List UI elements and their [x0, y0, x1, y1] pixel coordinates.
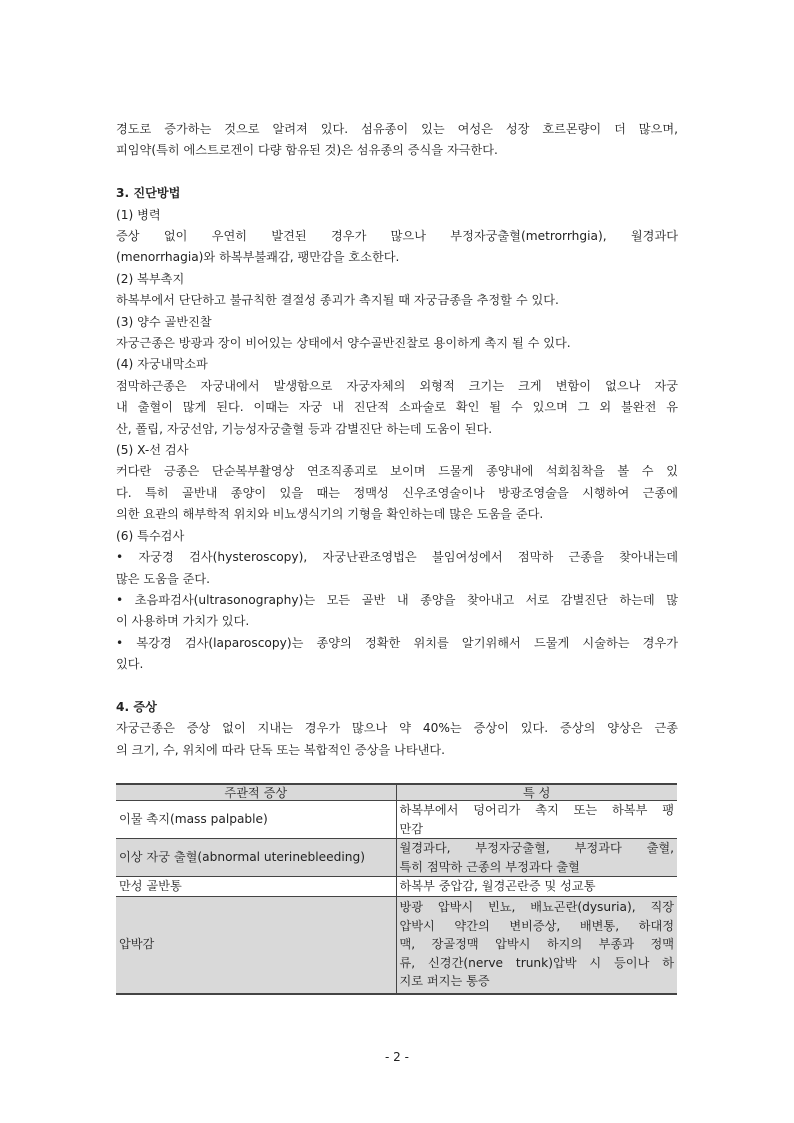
paragraph-line: 점막하근종은 자궁내에서 발생함으로 자궁자체의 외형적 크기는 크게 변함이 없으나 자궁	[116, 378, 678, 393]
section-4-heading: 4. 증상	[116, 699, 157, 714]
subsection-3-title: (3) 양수 골반진찰	[116, 314, 212, 329]
table-row	[116, 801, 677, 839]
paragraph-line: 산, 폴립, 자궁선암, 기능성자궁출혈 등과 감별진단 하는데 도움이 된다.	[116, 421, 493, 436]
paragraph-line: 자궁근종은 방광과 장이 비어있는 상태에서 양수골반진찰로 용이하게 촉지 될 수 있다.	[116, 336, 571, 351]
table-header-row	[116, 784, 677, 801]
paragraph-line: (menorrhagia)와 하복부불쾌감, 팽만감을 호소한다.	[116, 250, 400, 265]
intro-line-1: 경도로 증가하는 것으로 알려져 있다. 섬유종이 있는 여성은 성장 호르몬량이 더 많으며,	[116, 122, 678, 136]
bullet-line: • 자궁경 검사(hysteroscopy), 자궁난관조영법은 불임여성에서 점막하 근종을 찾아내는데	[116, 550, 678, 565]
document-body	[116, 119, 678, 761]
table-cell: 만성 골반통	[116, 877, 396, 897]
subsection-6-title: (6) 특수검사	[116, 528, 185, 543]
table-cell: 이상 자궁 출혈(abnormal uterinebleeding)	[116, 839, 396, 877]
paragraph-line: 의 크기, 수, 위치에 따라 단독 또는 복합적인 증상을 나타낸다.	[116, 742, 446, 757]
header-subjective-symptom: 주관적 증상	[116, 784, 396, 801]
table-cell: 방광 압박시 빈뇨, 배뇨곤란(dysuria), 직장 압박시 약간의 변비증상, 배변통, 하대정 맥, 장골정맥 압박시 하지의 부종과 정맥 류, 신경간(nerve trunk)압박 시 등이나 하 지로 퍼지는 통증	[396, 896, 677, 994]
paragraph-line: 내 출혈이 많게 된다. 이때는 자궁 내 진단적 소파술로 확인 될 수 있으며 그 외 불완전 유	[116, 400, 678, 415]
paragraph-line: 하복부에서 단단하고 불규칙한 결절성 종괴가 촉지될 때 자궁금종을 추정할 수 있다.	[116, 293, 559, 308]
bullet-line: 있다.	[116, 657, 144, 672]
bullet-line: • 복강경 검사(laparoscopy)는 종양의 정확한 위치를 알기위해서 드물게 시술하는 경우가	[116, 635, 678, 650]
table-row	[116, 877, 677, 897]
paragraph-line: 증상 없이 우연히 발견된 경우가 많으나 부정자궁출혈(metrorrhgia), 월경과다	[116, 229, 678, 244]
page-number: - 2 -	[385, 1050, 409, 1064]
paragraph-line: 자궁근종은 증상 없이 지내는 경우가 많으나 약 40%는 증상이 있다. 증상의 양상은 근종	[116, 721, 678, 736]
table-cell: 월경과다, 부정자궁출혈, 부정과다 출혈, 특히 점막하 근종의 부정과다 출혈	[396, 839, 677, 877]
table-cell: 하복부에서 덩어리가 촉지 또는 하복부 팽 만감	[396, 801, 677, 839]
paragraph-line: 커다란 긍종은 단순복부촬영상 연조직종괴로 보이며 드물게 종양내에 석회침착을 볼 수 있	[116, 464, 678, 479]
subsection-5-title: (5) X-선 검사	[116, 443, 189, 458]
table-cell: 압박감	[116, 896, 396, 994]
table-row	[116, 839, 677, 877]
bullet-line: 많은 도움을 준다.	[116, 571, 211, 586]
subsection-2-title: (2) 복부촉지	[116, 271, 185, 286]
bullet-line: • 초음파검사(ultrasonography)는 모든 골반 내 종양을 찾아내고 서로 감별진단 하는데 많	[116, 592, 678, 607]
table-cell: 이물 촉지(mass palpable)	[116, 801, 396, 839]
header-characteristics: 특 성	[396, 784, 677, 801]
table-row	[116, 896, 677, 994]
paragraph-line: 의한 요관의 해부학적 위치와 비뇨생식기의 기형을 확인하는데 많은 도움을 준다.	[116, 507, 544, 522]
table-cell: 하복부 중압감, 월경곤란증 및 성교통	[396, 877, 677, 897]
section-3-heading: 3. 진단방법	[116, 186, 181, 201]
bullet-line: 이 사용하며 가치가 있다.	[116, 614, 250, 629]
subsection-4-title: (4) 자궁내막소파	[116, 357, 208, 372]
subsection-1-title: (1) 병력	[116, 207, 161, 222]
paragraph-line: 다. 특히 골반내 종양이 있을 때는 정맥성 신우조영술이나 방광조영술을 시행하여 근종에	[116, 485, 678, 500]
intro-line-2: 피임약(특히 에스트로겐이 다량 함유된 것)은 섬유종의 증식을 자극한다.	[116, 143, 498, 158]
symptoms-table	[116, 783, 677, 995]
